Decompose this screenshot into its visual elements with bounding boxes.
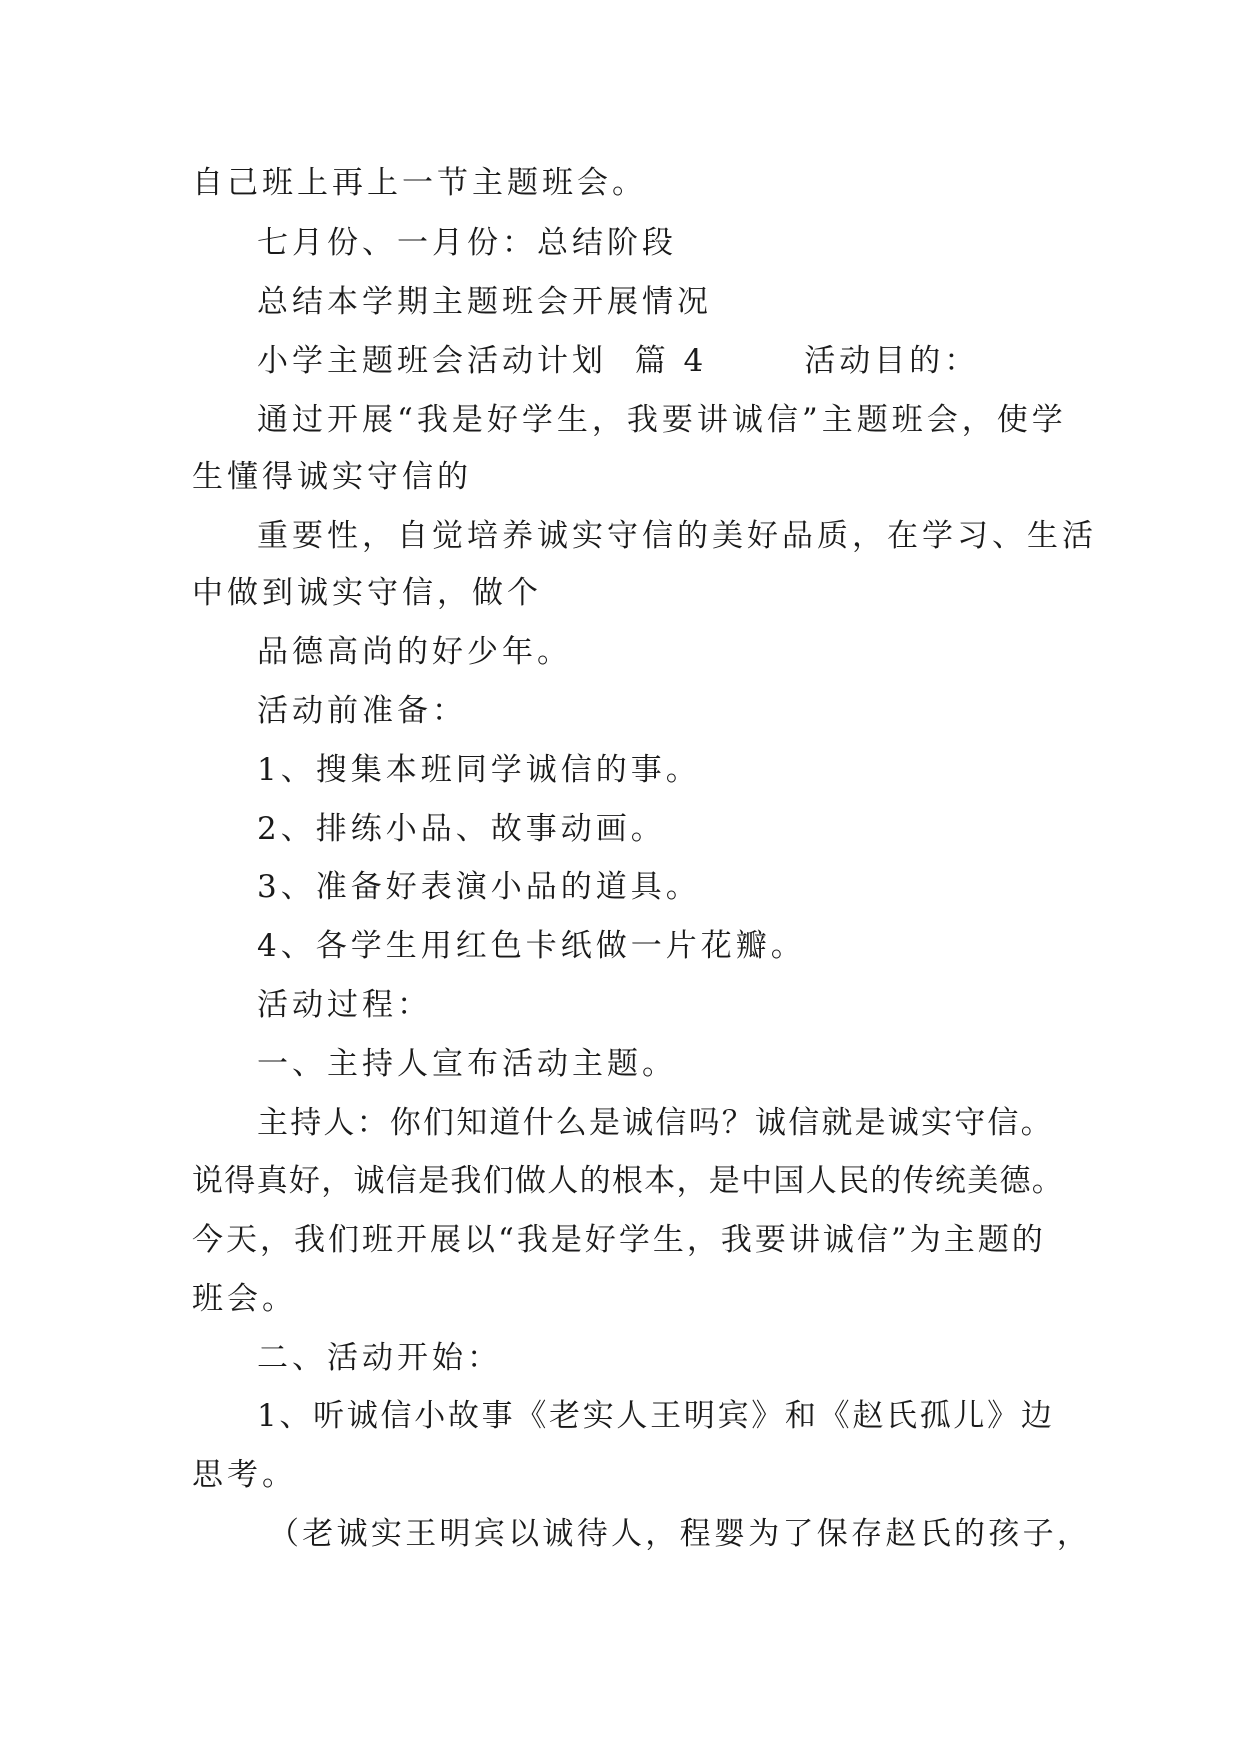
text-line: 中做到诚实守信，做个 — [192, 575, 542, 611]
text-line: 说得真好，诚信是我们做人的根本，是中国人民的传统美德。 — [192, 1163, 1065, 1199]
text-line: 自己班上再上一节主题班会。 — [192, 165, 647, 201]
text-line: （老诚实王明宾以诚待人，程婴为了保存赵氏的孩子， — [268, 1516, 1092, 1552]
section-heading: 小学主题班会活动计划 篇 4 活动目的： — [257, 343, 980, 379]
text-line: 七月份、一月份：总结阶段 — [257, 225, 677, 261]
text-line: 通过开展“我是好学生，我要讲诚信”主题班会，使学 — [257, 402, 1067, 438]
text-line: 1、听诚信小故事《老实人王明宾》和《赵氏孤儿》边 — [257, 1398, 1055, 1434]
text-line: 重要性，自觉培养诚实守信的美好品质，在学习、生活 — [257, 518, 1097, 554]
text-line: 今天，我们班开展以“我是好学生，我要讲诚信”为主题的 — [192, 1222, 1046, 1258]
text-line: 主持人：你们知道什么是诚信吗？诚信就是诚实守信。 — [257, 1105, 1054, 1141]
text-line: 活动前准备： — [257, 693, 467, 729]
text-line: 品德高尚的好少年。 — [257, 634, 572, 670]
list-item: 1、搜集本班同学诚信的事。 — [257, 752, 701, 788]
text-line: 班会。 — [192, 1281, 297, 1317]
text-line: 一、主持人宣布活动主题。 — [257, 1046, 677, 1082]
text-line: 活动过程： — [257, 987, 432, 1023]
text-line: 生懂得诚实守信的 — [192, 459, 472, 495]
text-line: 二、活动开始： — [257, 1340, 502, 1376]
text-line: 思考。 — [192, 1457, 297, 1493]
list-item: 4、各学生用红色卡纸做一片花瓣。 — [257, 928, 806, 964]
list-item: 3、准备好表演小品的道具。 — [257, 869, 701, 905]
text-line: 总结本学期主题班会开展情况 — [257, 284, 712, 320]
list-item: 2、排练小品、故事动画。 — [257, 811, 666, 847]
